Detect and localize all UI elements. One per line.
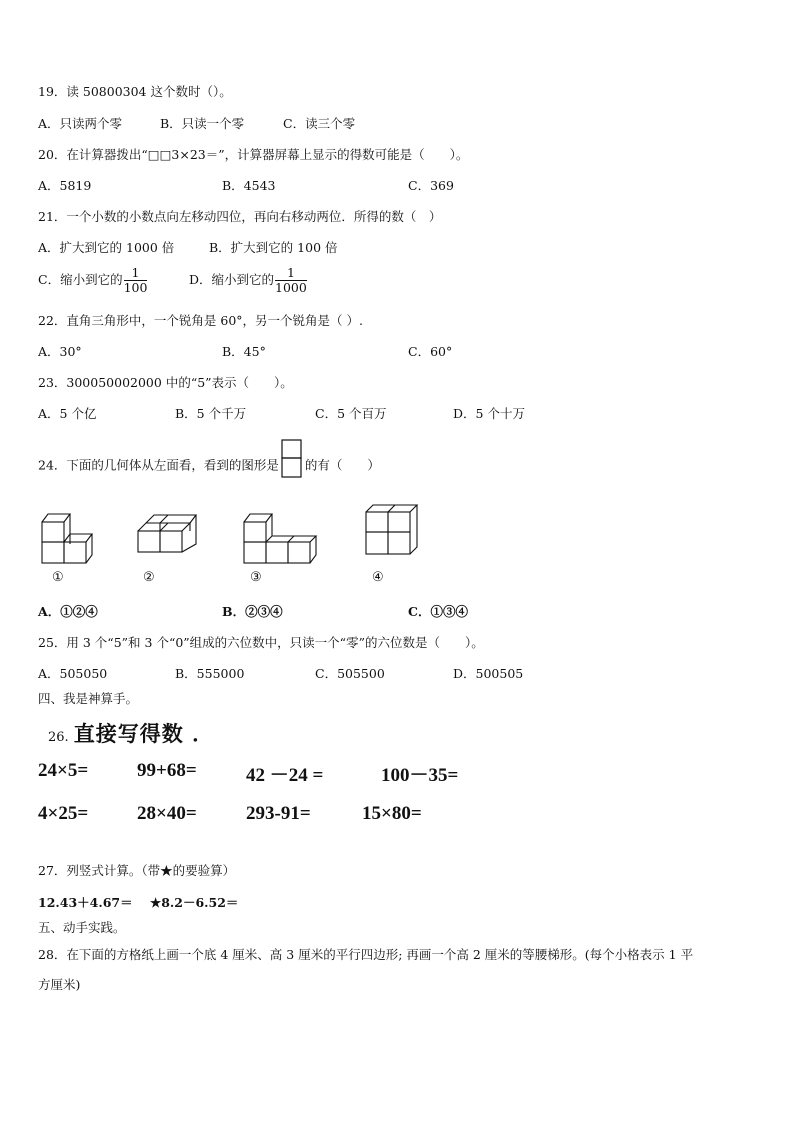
q24-option-a[interactable]: A．①②④ xyxy=(38,604,98,619)
q22-option-c[interactable]: C．60° xyxy=(408,344,453,359)
q20-option-b[interactable]: B．4543 xyxy=(222,178,276,193)
q26-expression: 24×5= xyxy=(38,760,89,781)
q24-option-c[interactable]: C．①③④ xyxy=(408,604,468,619)
q24-stem-after: 的有（ ） xyxy=(304,457,380,473)
q27-expression-2: ★8.2－6.52＝ xyxy=(150,895,239,910)
q19-option-b[interactable]: B．只读一个零 xyxy=(160,116,245,131)
q19-option-c[interactable]: C．读三个零 xyxy=(283,116,356,131)
q24-figure-2 xyxy=(136,513,198,557)
fraction-numerator: 1 xyxy=(124,266,148,281)
q24-stem-before: 24．下面的几何体从左面看，看到的图形是 xyxy=(38,457,279,473)
q26-heading: 直接写得数 ． xyxy=(73,722,215,746)
q26-expression: 28×40= xyxy=(137,803,197,824)
q23-option-c[interactable]: C．5 个百万 xyxy=(315,406,387,421)
q27-expression-1: 12.43＋4.67＝ xyxy=(38,895,133,910)
q22-option-b[interactable]: B．45° xyxy=(222,344,266,359)
q24-figure-label-2: ② xyxy=(143,570,155,585)
q24-figure-4 xyxy=(364,502,420,558)
q24-figure-label-3: ③ xyxy=(250,570,262,585)
q20-option-a[interactable]: A．5819 xyxy=(38,178,92,193)
q26-expression: 99+68= xyxy=(137,760,197,781)
q24-option-b[interactable]: B．②③④ xyxy=(222,604,283,619)
q21-option-d-fraction xyxy=(275,266,307,295)
section-5-heading: 五、动手实践。 xyxy=(38,920,126,935)
fraction-denominator: 100 xyxy=(123,280,148,295)
q26-title xyxy=(48,718,214,748)
q19-stem: 19．读 50800304 这个数时（）。 xyxy=(38,84,232,99)
fraction-denominator: 1000 xyxy=(275,280,307,295)
q26-number: 26. xyxy=(48,730,69,745)
q20-stem: 20．在计算器拨出“□□3×23＝”，计算器屏幕上显示的得数可能是（ ）。 xyxy=(38,147,469,162)
q21-stem: 21．一个小数的小数点向左移动四位，再向右移动两位．所得的数（ ） xyxy=(38,209,442,224)
q23-option-a[interactable]: A．5 个亿 xyxy=(38,406,97,421)
fraction-numerator: 1 xyxy=(275,266,307,281)
q26-expression: 100－35= xyxy=(381,765,459,786)
q24-figure-label-4: ④ xyxy=(372,570,384,585)
q26-expression: 42 －24 = xyxy=(246,765,324,786)
q23-option-d[interactable]: D．5 个十万 xyxy=(453,406,525,421)
q20-option-c[interactable]: C．369 xyxy=(408,178,454,193)
q19-option-a[interactable]: A．只读两个零 xyxy=(38,116,123,131)
q21-option-c-fraction xyxy=(124,266,148,295)
q26-expression: 293-91= xyxy=(246,803,311,824)
q26-expression: 4×25= xyxy=(38,803,89,824)
q25-option-b[interactable]: B．555000 xyxy=(175,666,245,681)
q24-figure-3 xyxy=(242,510,320,566)
q21-option-a[interactable]: A．扩大到它的 1000 倍 xyxy=(38,240,175,255)
q21-option-c-label: C．缩小到它的 xyxy=(38,272,123,287)
section-4-heading: 四、我是神算手。 xyxy=(38,691,139,706)
q21-option-d[interactable] xyxy=(189,266,307,295)
q22-stem: 22．直角三角形中，一个锐角是 60°，另一个锐角是（ ）. xyxy=(38,313,363,328)
q24-figure-label-1: ① xyxy=(52,570,64,585)
q28-stem-line-2: 方厘米) xyxy=(38,977,81,992)
q28-stem-line-1: 28．在下面的方格纸上画一个底 4 厘米、高 3 厘米的平行四边形; 再画一个高 2 厘米的等腰梯形。(每个小格表示 1 平 xyxy=(38,947,694,962)
q23-option-b[interactable]: B．5 个千万 xyxy=(175,406,247,421)
q27-stem: 27．列竖式计算。（带★的要验算） xyxy=(38,863,236,878)
q25-option-c[interactable]: C．505500 xyxy=(315,666,385,681)
q21-option-d-label: D．缩小到它的 xyxy=(189,272,275,287)
side-view-figure-icon xyxy=(281,439,303,479)
q23-stem: 23．300050002000 中的“5”表示（ ）。 xyxy=(38,375,293,390)
q25-stem: 25．用 3 个“5”和 3 个“0”组成的六位数中，只读一个“零”的六位数是（ ）。 xyxy=(38,635,484,650)
q24-stem xyxy=(38,453,380,479)
q24-figure-1 xyxy=(40,510,96,566)
q21-option-b[interactable]: B．扩大到它的 100 倍 xyxy=(209,240,338,255)
q25-option-d[interactable]: D．500505 xyxy=(453,666,524,681)
q26-expression: 15×80= xyxy=(362,803,422,824)
q21-option-c[interactable] xyxy=(38,266,147,295)
q25-option-a[interactable]: A．505050 xyxy=(38,666,108,681)
q22-option-a[interactable]: A．30° xyxy=(38,344,82,359)
